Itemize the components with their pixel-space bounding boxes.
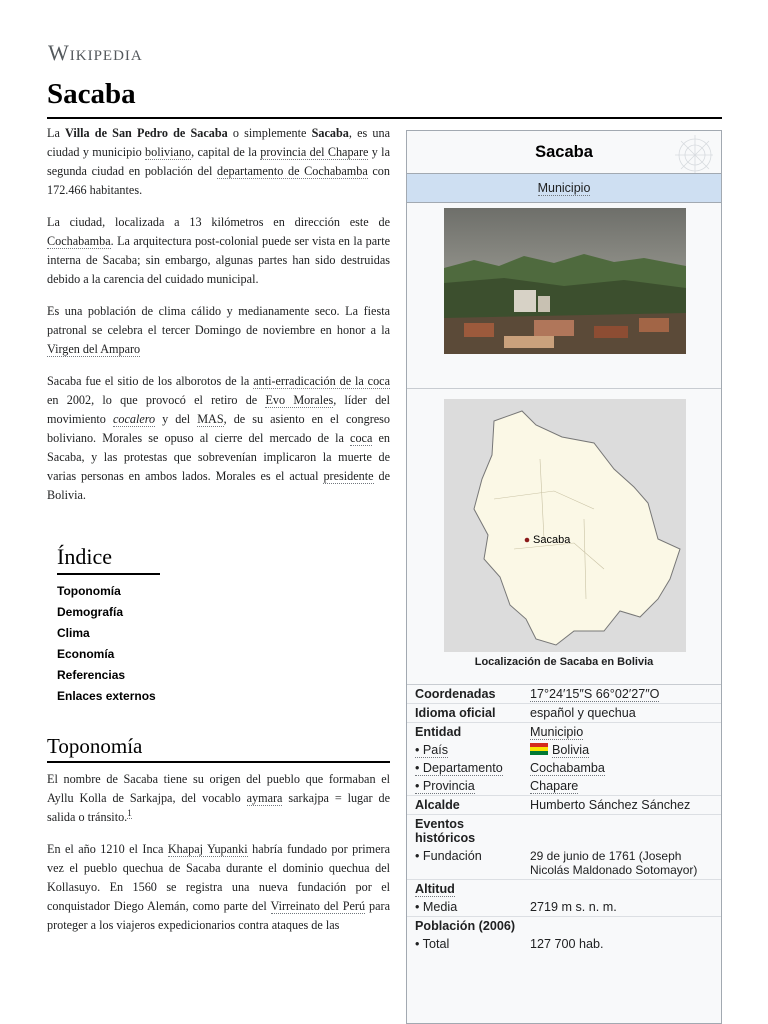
toc-item-clima[interactable]: Clima (57, 626, 90, 640)
toc-title: Índice (57, 544, 160, 575)
toc-item-demografia[interactable]: Demografía (57, 605, 124, 619)
infobox-row-value (524, 815, 721, 847)
infobox-row-label (407, 704, 524, 722)
infobox-row-value (524, 704, 721, 722)
infobox-row (407, 777, 721, 796)
text-run: con 172.466 habitantes. (47, 164, 390, 197)
infobox-row-label-text: • Media (415, 900, 458, 914)
infobox-title: Sacaba (535, 143, 593, 161)
infobox-row-value-text: español y quechua (530, 706, 636, 720)
inline-link[interactable]: presidente (323, 469, 374, 483)
text-run: El nombre de Sacaba tiene su origen del pueblo que formaban el Ayllu Kolla de Sarkajpa, del vocablo (47, 772, 390, 805)
intro-text (47, 124, 390, 518)
inline-link[interactable]: anti-erradicación de la coca (253, 374, 391, 388)
text-run: , capital de la (191, 145, 261, 159)
infobox-row (407, 880, 721, 898)
infobox-row-value-text[interactable]: 17°24′15″S 66°02′27″O (530, 687, 660, 701)
infobox-row-label-text: Alcalde (415, 798, 460, 812)
toponomia-text (47, 770, 390, 948)
infobox-row (407, 704, 721, 723)
infobox-row-value[interactable] (524, 777, 721, 795)
infobox-row-label (407, 917, 524, 935)
intro-paragraph-3 (47, 302, 390, 359)
text-run: Es una población de clima cálido y medianamente seco. La fiesta patronal se celebra el tercer Domingo de noviembre en honor a la (47, 304, 390, 337)
infobox-row (407, 847, 721, 880)
infobox-row-value-text: Humberto Sánchez Sánchez (530, 798, 691, 812)
infobox-row-value[interactable] (524, 723, 721, 741)
infobox-row-value (524, 880, 721, 898)
bolivia-location-map[interactable] (444, 399, 686, 652)
infobox-row-value[interactable] (524, 759, 721, 777)
infobox-row-label (407, 685, 524, 703)
infobox (406, 130, 722, 1024)
infobox-row (407, 741, 721, 759)
infobox-row-label (407, 847, 524, 879)
city-panorama-photo[interactable] (444, 208, 686, 354)
infobox-row-value (524, 898, 721, 916)
toponomia-paragraph-1 (47, 770, 390, 827)
inline-link[interactable]: Evo Morales (265, 393, 334, 407)
text-run: En el año 1210 el Inca (47, 842, 168, 856)
wikipedia-logo[interactable]: Wikipedia (48, 40, 143, 65)
infobox-row (407, 759, 721, 777)
intro-paragraph-2 (47, 213, 390, 289)
text-run: y la segunda ciudad en población del (47, 145, 390, 178)
infobox-row-value-text[interactable]: Chapare (530, 779, 579, 793)
inline-link[interactable]: provincia del Chapare (260, 145, 369, 159)
table-of-contents (57, 544, 160, 707)
text-run: en Sacaba, y las protestas que sobrevenían implicaron la muerte de varias personas en ambos lados. Morales es el actual (47, 431, 390, 483)
infobox-map-cell (407, 389, 721, 685)
infobox-subtitle-link[interactable]: Municipio (537, 181, 591, 195)
infobox-row-label-text: • Total (415, 937, 450, 951)
compass-rose-icon (645, 133, 713, 173)
infobox-row-label (407, 815, 524, 847)
infobox-row-label-text[interactable]: Altitud (415, 882, 455, 896)
section-heading-toponomia: Toponomía (47, 734, 143, 758)
text-run: , es una ciudad y municipio (47, 126, 391, 159)
text-run: , de su asiento en el congreso boliviano. Morales se opuso al cierre del mercado de la (47, 412, 391, 445)
infobox-row-label-text: Idioma oficial (415, 706, 496, 720)
infobox-row-label-text: • Fundación (415, 849, 482, 863)
infobox-row-value (524, 917, 721, 935)
inline-link[interactable]: Cochabamba (47, 234, 111, 248)
text-run: para proteger a los viajeros expedicionarios contra ataques de las (47, 899, 390, 932)
infobox-row (407, 685, 721, 704)
toc-list (57, 581, 160, 707)
infobox-row-label-text: Población (2006) (415, 919, 516, 933)
text-run: habría fundado por primera vez el pueblo quechua de Sacaba durante el dominio quechua del Kollasuyo. En 1560 se registra una nueva fundación por el conquistador Diego Alemán, como parte del (47, 842, 390, 913)
bold-term: Villa de San Pedro de Sacaba (65, 126, 228, 140)
infobox-row-value[interactable] (524, 685, 721, 703)
infobox-row-label-text[interactable]: • Provincia (415, 779, 475, 793)
toc-item-enlaces-externos[interactable]: Enlaces externos (57, 689, 156, 703)
toc-item-referencias[interactable]: Referencias (57, 668, 126, 682)
infobox-row (407, 935, 721, 953)
page-title: Sacaba (47, 78, 136, 110)
map-label-sacaba: Sacaba (533, 534, 571, 546)
text-run: de Bolivia. (47, 469, 390, 502)
infobox-row (407, 796, 721, 815)
infobox-row-value-text: 2719 m s. n. m. (530, 900, 617, 914)
infobox-photo-cell (407, 203, 721, 389)
infobox-subtitle (407, 173, 721, 203)
title-divider (47, 117, 722, 119)
footnote-link[interactable]: 1 (127, 807, 132, 818)
inline-link[interactable]: boliviano (145, 145, 192, 159)
infobox-row (407, 898, 721, 917)
intro-paragraph-1 (47, 124, 390, 200)
infobox-row-label-text: Entidad (415, 725, 462, 739)
toc-item-economia[interactable]: Economía (57, 647, 115, 661)
text-run: , líder del movimiento (47, 393, 390, 426)
infobox-row-value-text[interactable]: Cochabamba (530, 761, 605, 775)
infobox-row-label[interactable] (407, 777, 524, 795)
text-run: Sacaba fue el sitio de los alborotos de la (47, 374, 254, 388)
infobox-row-value-text: 29 de junio de 1761 (Joseph Nicolás Maldonado Sotomayor) (530, 849, 698, 877)
infobox-row-label-text: Eventos históricos (415, 817, 476, 845)
infobox-row-value (524, 796, 721, 814)
inline-link[interactable]: departamento de Cochabamba (217, 164, 368, 178)
infobox-row-label[interactable] (407, 759, 524, 777)
map-caption: Localización de Sacaba en Bolivia (474, 656, 654, 668)
inline-link[interactable]: Virreinato del Perú (270, 899, 366, 913)
infobox-row (407, 723, 721, 741)
infobox-row-value-text: 127 700 hab. (530, 937, 604, 951)
infobox-row-value (524, 847, 721, 879)
text-run: o simplemente (227, 126, 312, 140)
infobox-row-label (407, 796, 524, 814)
infobox-row (407, 917, 721, 935)
text-run: La (47, 126, 66, 140)
infobox-row-label (407, 898, 524, 916)
infobox-row-label-text[interactable]: • País (415, 743, 449, 757)
intro-paragraph-4 (47, 372, 390, 505)
text-run: . La arquitectura post-colonial puede ser vista en la parte interna de Sacaba; sin embargo, algunas partes han sido destruidas debido a la carencia del cuidado municipal. (47, 234, 390, 286)
bolivia-flag-icon (530, 743, 548, 755)
text-run: La ciudad, localizada a 13 kilómetros en dirección este de (47, 215, 390, 229)
infobox-rows (407, 685, 721, 953)
section-divider (47, 761, 390, 763)
infobox-row-label-text: Coordenadas (415, 687, 496, 701)
infobox-row-value (524, 935, 721, 953)
infobox-row-label[interactable] (407, 741, 524, 759)
infobox-header (407, 131, 721, 173)
toponomia-paragraph-2 (47, 840, 390, 935)
text-run: en 2002, lo que provocó el retiro de (47, 393, 266, 407)
inline-link[interactable]: Khapaj Yupanki (167, 842, 248, 856)
inline-link[interactable]: Virgen del Amparo (47, 342, 141, 356)
infobox-row-value-text[interactable]: Bolivia (552, 743, 590, 757)
text-run: y del (155, 412, 198, 426)
infobox-row-value-text[interactable]: Municipio (530, 725, 584, 739)
infobox-row (407, 815, 721, 847)
inline-link[interactable]: aymara (246, 791, 283, 805)
infobox-row-label[interactable] (407, 880, 524, 898)
inline-link[interactable]: coca (350, 431, 373, 445)
infobox-row-label (407, 935, 524, 953)
infobox-row-label (407, 723, 524, 741)
toc-item-toponomia[interactable]: Toponomía (57, 584, 121, 598)
inline-link[interactable]: MAS (197, 412, 224, 426)
text-run: sarkajpa = lugar de salida o tránsito. (47, 791, 390, 824)
bold-term: Sacaba (311, 126, 349, 140)
infobox-row-label-text[interactable]: • Departamento (415, 761, 503, 775)
inline-link[interactable]: cocalero (112, 412, 156, 426)
infobox-row-value[interactable] (524, 741, 721, 759)
